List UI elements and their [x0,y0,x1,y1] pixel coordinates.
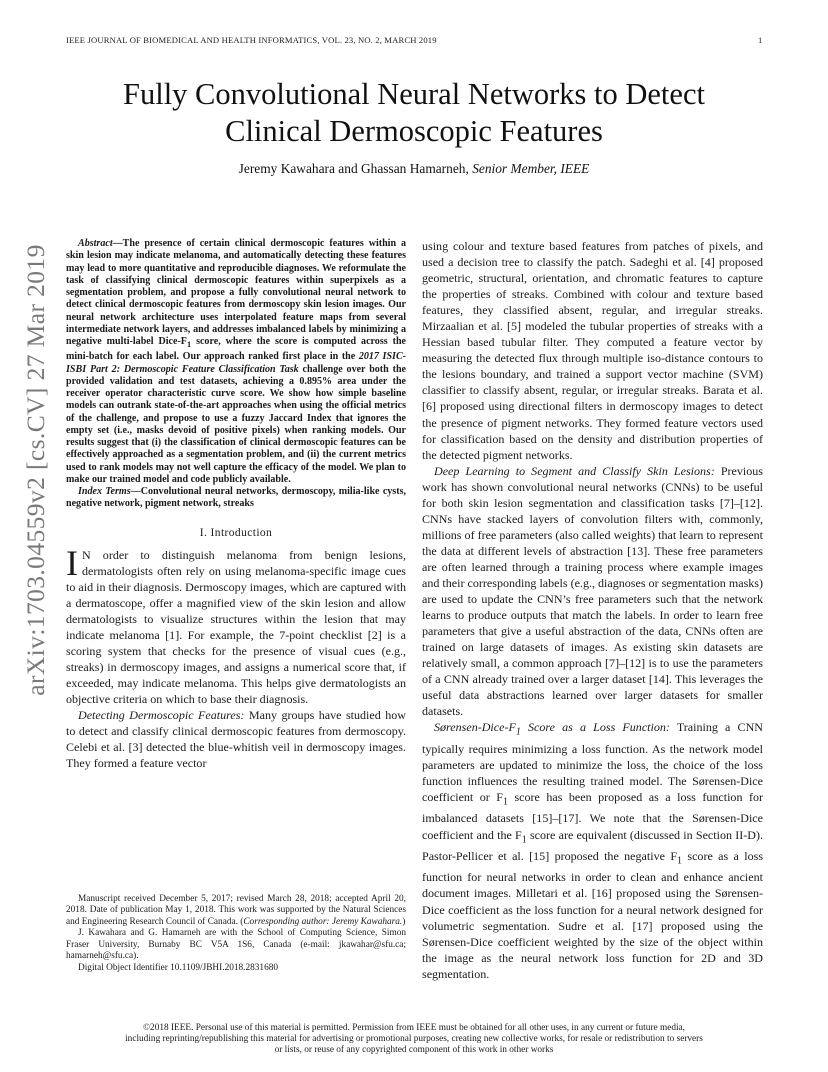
index-terms-label: Index Terms [78,486,131,497]
footnote-manuscript: Manuscript received December 5, 2017; revised March 28, 2018; accepted April 20, 2018. Date of publication May 1, 2018. This work was supported by the Natural Sciences and Engineering Research Council of Canada. (Corresponding author: Jeremy Kawahara.) [66,894,406,927]
right-paragraph-1: using colour and texture based features from patches of pixels, and used a decision tree to classify the patch. Sadeghi et al. [4] proposed geometric, structural, orientation, and chromatic features to capture the properties of streaks. Combined with colour and texture based features, they classified absent, regular, and irregular streaks. Mirzaalian et al. [5] modeled the tubular properties of streaks with a Hessian based tubular filter. They computed a feature vector by measuring the detected flux through multiple iso-distance contours to the lesions boundary, and trained a support vector machine (SVM) classifier to classify absent, regular, or irregular streaks. Barata et al. [6] proposed using directional filters in dermoscopy images to detect the presence of pigment networks. They formed feature vectors used for classification based on the density and distribution properties of the detected pigment networks. [422,239,763,462]
arxiv-stamp: arXiv:1703.04559v2 [cs.CV] 27 Mar 2019 [21,244,50,696]
footnote-doi: Digital Object Identifier 10.1109/JBHI.2018.2831680 [78,962,279,973]
author-names: Jeremy Kawahara and Ghassan Hamarneh, [238,161,469,176]
index-terms: Index Terms—Convolutional neural networks, dermoscopy, milia-like cysts, negative network, pigment network, streaks [66,486,406,510]
paper-title [60,76,768,150]
right-column [422,238,763,982]
author-affiliation: Senior Member, IEEE [472,161,590,176]
copyright-line-1: ©2018 IEEE. Personal use of this material is permitted. Permission from IEEE must be obtained for all other uses, in any current or future media, [142,1023,685,1033]
abstract-label: Abstract [78,238,113,249]
section-heading-introduction: I. Introduction [199,526,273,539]
right-paragraph-2: Deep Learning to Segment and Classify Skin Lesions: Previous work has shown convolutional neural networks (CNNs) to be useful for both skin lesion segmentation and classification tasks [7]–[12]. CNNs have stacked layers of convolution filters with, commonly, millions of free parameters (also called weights) that learn to represent the data at different levels of abstraction [13]. These free parameters are often learned through a training process where example images and their corresponding labels (e.g., diagnoses or segmentation masks) are used to update the CNN’s free parameters such that the network learns to produce outputs that match the labels. In order to learn free parameters that give a useful abstraction of the data, CNNs often are trained on large datasets of images. As existing skin datasets are relatively small, a common approach [7]–[12] is to use the parameters of a CNN already trained over a larger dataset [14]. This leverages the useful data abstractions learned over larger datasets for smaller datasets. [422,463,763,719]
abstract: Abstract—The presence of certain clinical dermoscopic features within a skin lesion may indicate melanoma, and automatically detecting these features may lead to more quantitative and reproducible diagnoses. We reformulate the task of classifying clinical dermoscopic features within superpixels as a segmentation problem, and propose a fully convolutional neural network to detect clinical dermoscopic features from dermoscopy skin lesion images. Our neural network architecture uses interpolated feature maps from several intermediate network layers, and addresses imbalanced labels by minimizing a negative multi-label Dice-$F_1$ score, where the score is computed across the mini-batch for each label. Our approach ranked first place in the 2017 ISIC-ISBI Part 2: Dermoscopic Feature Classification Task challenge over both the provided validation and test datasets, achieving a 0.895% area under the receiver operator characteristic curve score. We show how simple baseline models can outrank state-of-the-art approaches when using the official metrics of the challenge, and propose to use a fuzzy Jaccard Index that ignores the empty set (i.e., masks devoid of positive pixels) when ranking models. Our results suggest that (i) the classification of clinical dermoscopic features can be effectively approached as a segmentation problem, and (ii) the current metrics used to rank models may not well capture the efficacy of the model. We plan to make our trained model and code publicly available. [66,238,407,485]
left-column [66,238,406,771]
title-line-2: Clinical Dermoscopic Features [225,114,603,148]
right-paragraph-3: Sørensen-$Dice-F_1$ Score as a Loss Function: Training a CNN typically requires minimizing a loss function. As the network model parameters are updated to minimize the loss, the choice of the loss function influences the resulting trained model. The Sørensen-Dice coefficient or $F_1$ score has been proposed as a loss function for imbalanced datasets [15]–[17]. We note that the Sørensen-Dice coefficient and the $F_1$ score are equivalent (discussed in Section II-D). Pastor-Pellicer et al. [15] proposed the negative $F_1$ score as a loss function for neural networks in order to clean and enhance ancient document images. Milletari et al. [16] proposed using the Sørensen-Dice coefficient as the loss function for a neural network designed for volumetric segmentation. Sudre et al. [17] proposed using the Sørensen-Dice coefficient weighted by the size of the object within the image as the neural network loss function for 2D and 3D segmentation. [422,720,764,981]
intro-paragraph-2: Detecting Dermoscopic Features: Many groups have studied how to detect and classify clinical dermoscopic features from dermoscopy. Celebi et al. [3] detected the blue-whitish veil in dermoscopy images. They formed a feature vector [66,708,406,771]
paragraph-heading: Sørensen-$Dice-F_1$ Score as a Loss Function: [434,720,670,738]
footnotes [66,894,406,974]
copyright-line-2: including reprinting/republishing this material for advertising or promotional purposes, creating new collective works, for resale or redistribution to servers [125,1034,703,1045]
copyright-line-3: or lists, or reuse of any copyrighted component of this work in other works [274,1045,554,1056]
drop-cap: I [66,542,78,583]
author-line [60,161,768,177]
challenge-name: 2017 ISIC-ISBI Part 2: Dermoscopic Feature Classification Task [66,351,407,375]
paragraph-heading: Deep Learning to Segment and Classify Skin Lesions: [434,463,715,478]
page-number: 1 [758,35,763,45]
footnote-affiliation: J. Kawahara and G. Hamarneh are with the School of Computing Science, Simon Fraser University, Burnaby BC V5A 1S6, Canada (e-mail: jkawahar@sfu.ca; hamarneh@sfu.ca). [66,928,406,962]
copyright-notice [60,1023,768,1057]
intro-paragraph-1: I N order to distinguish melanoma from benign lesions, dermatologists often rely on using melanoma-specific image cues to aid in their diagnosis. Dermoscopy images, which are captured with a dermatoscope, offer a magnified view of the skin lesion and allow dermatologists to visualize structures within the lesion that may indicate melanoma [1]. For example, the 7-point checklist [2] is a scoring system that checks for the presence of visual cues (e.g., streaks) in dermoscopy images, and assigns a numerical score that, if exceeded, may indicate melanoma. This helps give dermatologists an objective criteria on which to base their diagnosis. [66,542,406,706]
title-line-1: Fully Convolutional Neural Networks to Detect [123,77,705,111]
paragraph-heading: Detecting Dermoscopic Features: [78,708,245,723]
journal-header: IEEE JOURNAL OF BIOMEDICAL AND HEALTH INFORMATICS, VOL. 23, NO. 2, MARCH 2019 [66,35,437,45]
